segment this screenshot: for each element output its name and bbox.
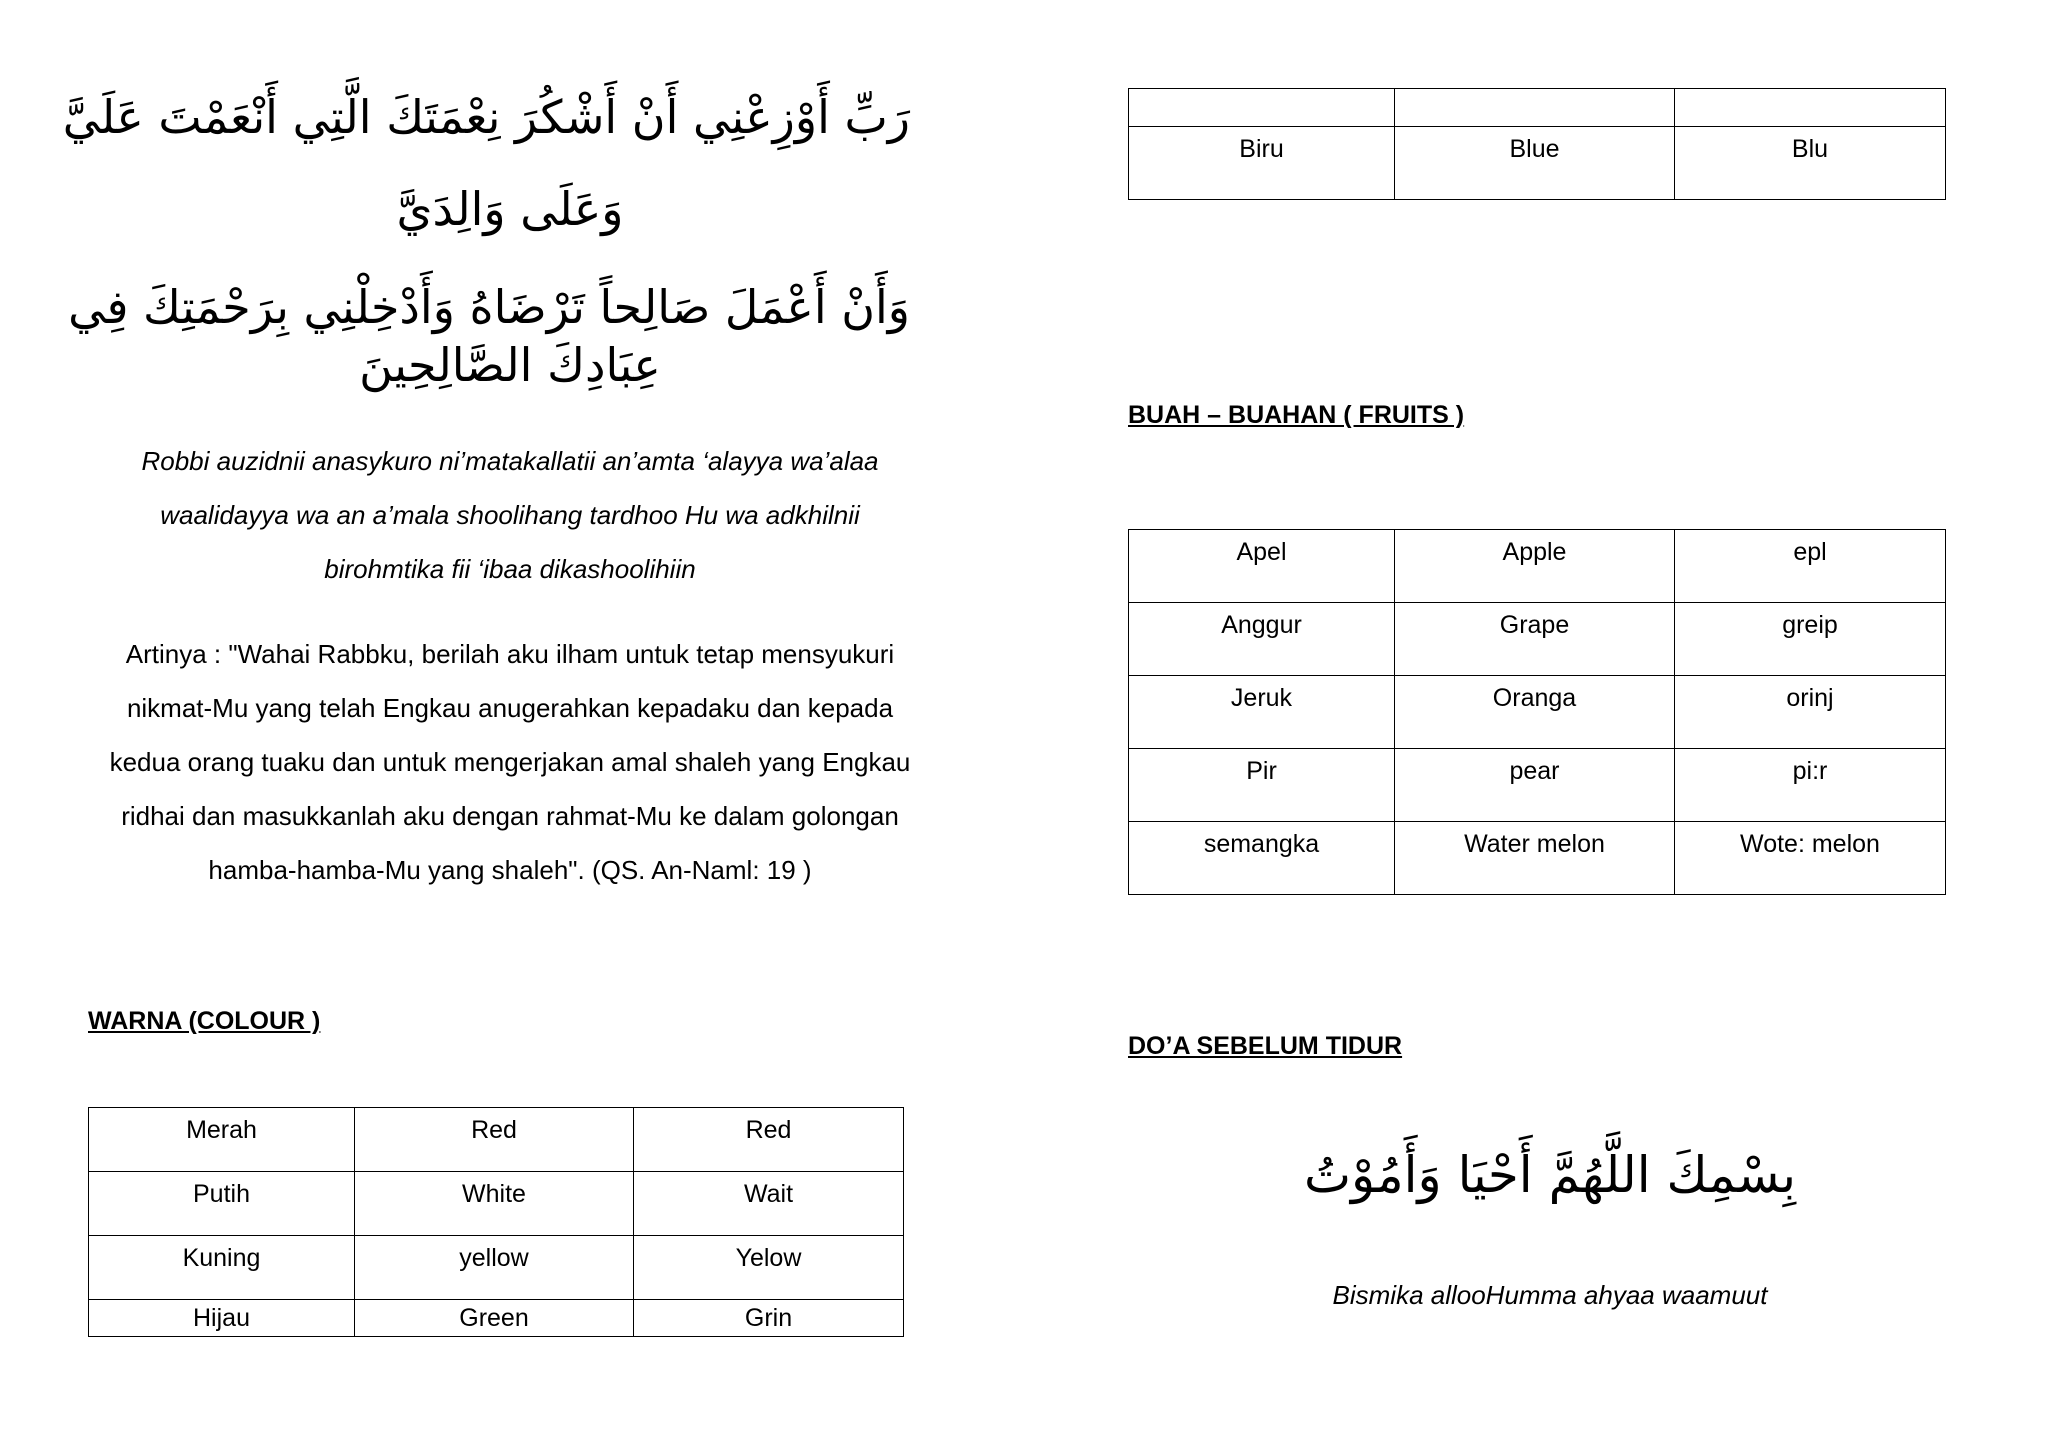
colour-table-continued — [1128, 88, 1946, 200]
table-row — [1129, 603, 1946, 676]
table-row — [1129, 676, 1946, 749]
table-cell — [1395, 89, 1675, 127]
fruits-table — [1128, 529, 1946, 895]
table-cell: epl — [1675, 530, 1946, 603]
table-cell: Pir — [1129, 749, 1395, 822]
fruits-heading: BUAH – BUAHAN ( FRUITS ) — [1128, 401, 1465, 429]
table-cell — [1129, 89, 1395, 127]
table-row — [89, 1108, 904, 1172]
table-cell: Grape — [1395, 603, 1675, 676]
table-cell: Merah — [89, 1108, 355, 1172]
table-cell: pi:r — [1675, 749, 1946, 822]
table-row — [1129, 822, 1946, 895]
table-cell: White — [355, 1172, 634, 1236]
table-cell: Apple — [1395, 530, 1675, 603]
table-row — [89, 1236, 904, 1300]
table-row — [1129, 127, 1946, 200]
table-row — [1129, 749, 1946, 822]
prayer-arabic-line-2: وَعَلَى وَالِدَيَّ — [396, 182, 624, 236]
table-cell: Green — [355, 1300, 634, 1337]
table-cell: yellow — [355, 1236, 634, 1300]
table-cell: Hijau — [89, 1300, 355, 1337]
table-cell — [1675, 89, 1946, 127]
table-cell: semangka — [1129, 822, 1395, 895]
colour-heading: WARNA (COLOUR ) — [88, 1007, 321, 1035]
table-row — [89, 1300, 904, 1337]
prayer-meaning: Artinya : "Wahai Rabbku, berilah aku ilham untuk tetap mensyukuri nikmat-Mu yang telah Engkau anugerahkan kepadaku dan kepada kedua orang tuaku dan untuk mengerjakan amal shaleh yang Engkau ridhai dan masukkanlah aku dengan rahmat-Mu ke dalam golongan hamba-hamba-Mu yang shaleh". (QS. An-Naml: 19 ) — [109, 639, 911, 885]
sleep-prayer-arabic: بِسْمِكَ اللَّهُمَّ أَحْيَا وَأَمُوْتُ — [1303, 1146, 1797, 1204]
table-cell: Blue — [1395, 127, 1675, 200]
table-cell: Oranga — [1395, 676, 1675, 749]
table-cell: Red — [634, 1108, 904, 1172]
sleep-prayer-heading: DO’A SEBELUM TIDUR — [1128, 1032, 1403, 1060]
sleep-prayer-transliteration: Bismika allooHumma ahyaa waamuut — [1332, 1280, 1768, 1310]
table-cell: Putih — [89, 1172, 355, 1236]
table-cell: greip — [1675, 603, 1946, 676]
table-cell: Kuning — [89, 1236, 355, 1300]
table-cell: Grin — [634, 1300, 904, 1337]
table-cell: Blu — [1675, 127, 1946, 200]
table-cell: Yelow — [634, 1236, 904, 1300]
prayer-transliteration: Robbi auzidnii anasykuro ni’matakallatii an’amta ‘alayya wa’alaa waalidayya wa an a’mala shoolihang tardhoo Hu wa adkhilnii birohmtika fii ‘ibaa dikashoolihiin — [141, 446, 879, 584]
prayer-arabic-line-3: وَأَنْ أَعْمَلَ صَالِحاً تَرْضَاهُ وَأَدْخِلْنِي بِرَحْمَتِكَ فِي — [68, 280, 910, 334]
colour-table — [88, 1107, 904, 1337]
prayer-arabic-line-4: عِبَادِكَ الصَّالِحِينَ — [359, 338, 661, 392]
table-cell: Biru — [1129, 127, 1395, 200]
table-cell: Wote: melon — [1675, 822, 1946, 895]
table-cell: pear — [1395, 749, 1675, 822]
table-cell: Anggur — [1129, 603, 1395, 676]
table-cell: Red — [355, 1108, 634, 1172]
table-row — [1129, 530, 1946, 603]
table-cell: Wait — [634, 1172, 904, 1236]
table-cell: orinj — [1675, 676, 1946, 749]
table-cell: Apel — [1129, 530, 1395, 603]
table-cell: Jeruk — [1129, 676, 1395, 749]
table-cell: Water melon — [1395, 822, 1675, 895]
table-row — [89, 1172, 904, 1236]
table-row — [1129, 89, 1946, 127]
prayer-arabic-line-1: رَبِّ أَوْزِعْنِي أَنْ أَشْكُرَ نِعْمَتَكَ الَّتِي أَنْعَمْتَ عَلَيَّ — [62, 90, 910, 144]
